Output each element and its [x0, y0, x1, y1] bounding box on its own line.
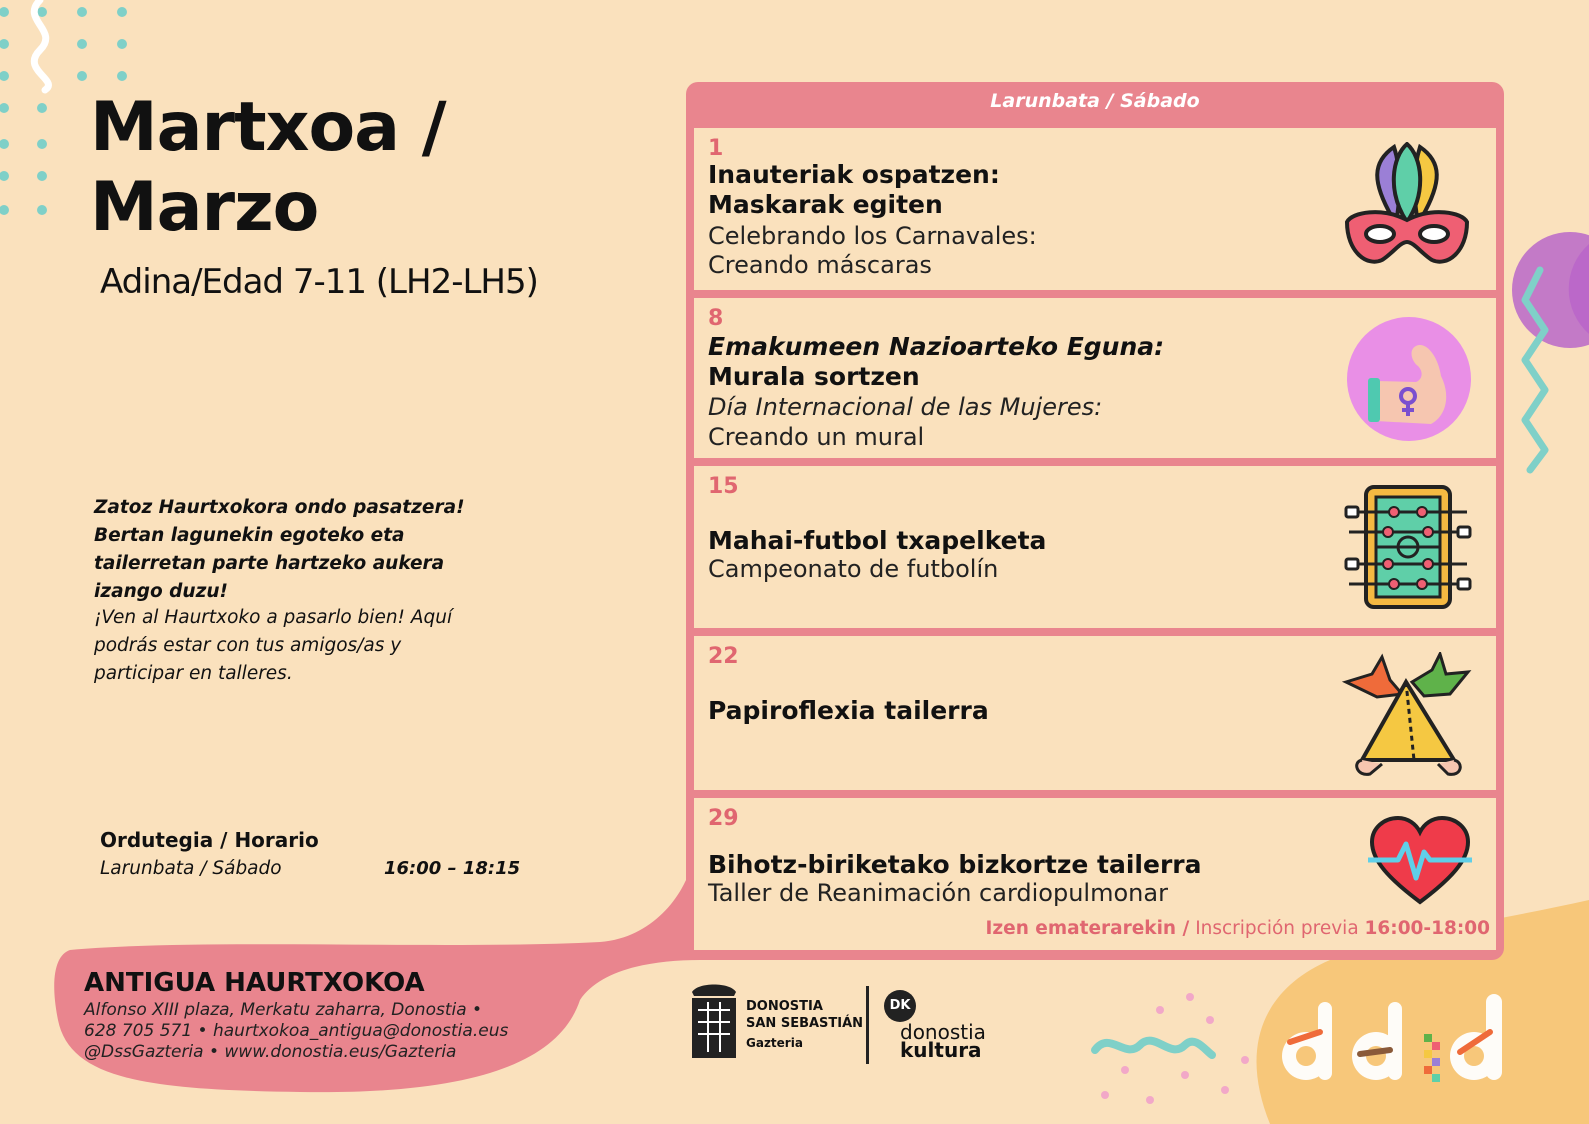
event-date: 1	[708, 136, 724, 161]
registration-time: 16:00-18:00	[1364, 918, 1490, 939]
registration-spanish: Inscripción previa	[1189, 918, 1365, 939]
age-range: Adina/Edad 7-11 (LH2-LH5)	[100, 262, 538, 302]
origami-icon	[1342, 652, 1472, 780]
event-title-basque: Murala sortzen	[708, 362, 920, 391]
intro-basque: Zatoz Haurtxokora ondo pasatzera! Bertan lagunekin egoteko eta tailerretan parte hartzeko aukera izango duzu!	[94, 497, 465, 602]
registration-basque: Izen ematerarekin /	[985, 918, 1190, 939]
event-title-spanish: Creando máscaras	[708, 251, 932, 279]
event-date: 8	[708, 306, 724, 331]
carnival-mask-icon	[1342, 142, 1472, 272]
city-shield-icon	[688, 980, 740, 1062]
venue-address: Alfonso XIII plaza, Merkatu zaharra, Donostia •	[84, 1000, 483, 1020]
event-title-basque: Inauteriak ospatzen:	[708, 160, 1000, 189]
kultura-text-1: donostia	[900, 1020, 986, 1044]
event-title-spanish: Campeonato de futbolín	[708, 555, 999, 583]
event-title-spanish: Celebrando los Carnavales:	[708, 222, 1037, 250]
event-date: 29	[708, 806, 739, 831]
panel-header: Larunbata / Sábado	[990, 90, 1200, 112]
logo-text-2: SAN SEBASTIÁN	[746, 1016, 864, 1031]
event-card	[694, 298, 1496, 458]
heart-pulse-icon	[1368, 816, 1472, 906]
intro-spanish: ¡Ven al Haurtxoko a pasarlo bien! Aquí podrás estar con tus amigos/as y participar en talleres.	[94, 607, 453, 684]
logo-divider	[866, 986, 869, 1064]
title-line-2: Marzo	[90, 168, 319, 247]
page-title	[90, 88, 446, 248]
female-strength-icon	[1346, 316, 1472, 442]
event-title-spanish: Creando un mural	[708, 423, 925, 451]
schedule-time: 16:00 – 18:15	[384, 858, 521, 879]
registration-note	[700, 918, 1490, 939]
event-date: 22	[708, 644, 739, 669]
title-line-1: Martxoa /	[90, 88, 446, 167]
venue-name: ANTIGUA HAURTXOKOA	[84, 968, 425, 998]
venue-web: @DssGazteria • www.donostia.eus/Gazteria	[84, 1042, 457, 1062]
event-card	[694, 128, 1496, 290]
event-title-basque: Papiroflexia tailerra	[708, 696, 989, 725]
event-title-basque: Maskarak egiten	[708, 190, 943, 219]
ddd-logo-icon	[1280, 992, 1510, 1092]
venue-contact: 628 705 571 • haurtxokoa_antigua@donostia.eus	[84, 1021, 509, 1041]
event-title-basque: Bihotz-biriketako bizkortze tailerra	[708, 850, 1202, 879]
event-title-basque: Mahai-futbol txapelketa	[708, 526, 1047, 555]
event-title-spanish: Taller de Reanimación cardiopulmonar	[708, 879, 1168, 907]
kultura-text-2: kultura	[900, 1038, 982, 1062]
logo-text-1: DONOSTIA	[746, 999, 823, 1014]
event-card	[694, 466, 1496, 628]
event-title-basque: Emakumeen Nazioarteko Eguna:	[708, 332, 1165, 361]
event-date: 15	[708, 474, 739, 499]
logo-text-3: Gazteria	[746, 1036, 803, 1050]
schedule-day: Larunbata / Sábado	[100, 858, 282, 879]
schedule-title: Ordutegia / Horario	[100, 828, 319, 852]
dk-logo-icon: DK	[884, 990, 916, 1022]
event-card	[694, 636, 1496, 790]
event-title-spanish: Día Internacional de las Mujeres:	[708, 393, 1103, 421]
foosball-icon	[1344, 484, 1472, 612]
